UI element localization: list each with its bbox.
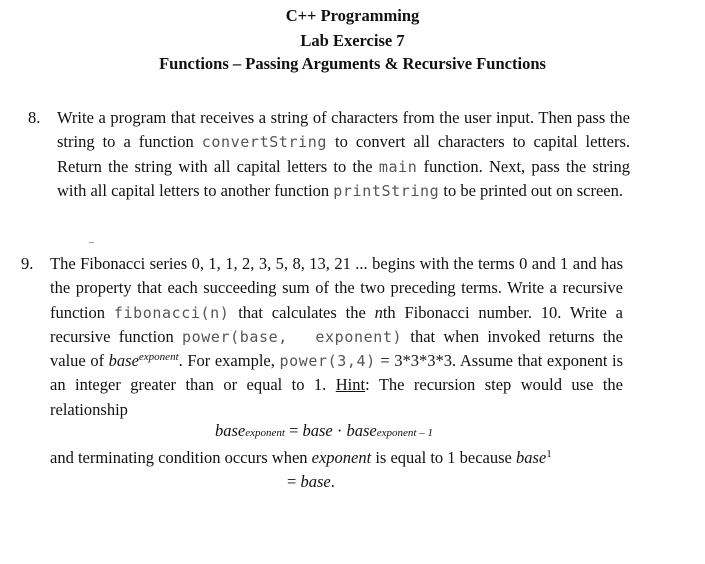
q8-text-3: function. Next, pass the string with all capital letters to another function <box>57 156 630 200</box>
term-eq: = <box>287 472 301 491</box>
term-exponent-word: exponent <box>311 448 372 467</box>
formula-lhs-base: base <box>215 421 246 440</box>
q9-text-4: that when invoked returns the value of <box>50 326 623 371</box>
q9-text-3: th Fibonacci number. 10. Write a recursive function <box>50 302 623 346</box>
q8-code-main: main <box>378 157 418 176</box>
q8-code-printstring: printString <box>333 181 440 200</box>
scan-speck <box>89 242 94 243</box>
recursion-formula <box>215 419 433 443</box>
question-9-number: 9. <box>21 254 34 273</box>
q9-hint-label: Hint <box>335 375 366 395</box>
question-8-number: 8. <box>28 108 41 127</box>
term-base-word: base <box>516 448 547 467</box>
q8-code-convertstring: convertString <box>201 133 327 152</box>
formula-lhs-sub: exponent <box>245 427 285 439</box>
q9-text-7: : The recursion step would use the relationship <box>50 375 624 419</box>
term-period: . <box>330 472 335 491</box>
q8-text-2: to convert all characters to capital letters. Return the string with all capital letters to the <box>57 132 630 176</box>
q9-exponent-sup: exponent <box>138 351 179 364</box>
terminating-result <box>287 470 335 494</box>
q9-code-power: power(base, exponent) <box>181 327 403 346</box>
term-text-2: is equal to 1 because <box>371 448 516 467</box>
q9-code-power-example: power(3,4) <box>279 352 376 371</box>
q9-text-6: = 3*3*3*3. Assume that exponent is an integer greater than or equal to 1. <box>50 351 623 395</box>
course-title: C++ Programming <box>285 6 420 25</box>
q9-nth: n <box>374 302 383 322</box>
terminating-condition <box>50 446 630 470</box>
question-8-text <box>57 106 630 203</box>
formula-rhs-base1: base <box>302 421 333 440</box>
formula-rhs-sub: exponent – 1 <box>376 427 433 439</box>
term-text-1: and terminating condition occurs when <box>50 448 312 467</box>
q9-base-word: base <box>108 351 139 371</box>
q9-text-2: that calculates the <box>229 302 375 322</box>
q8-text-4: to be printed out on screen. <box>439 180 623 200</box>
term-sup-one: 1 <box>546 448 552 460</box>
formula-rhs-base2: base <box>346 421 377 440</box>
question-9-text <box>50 252 623 422</box>
q8-text-1: Write a program that receives a string of characters from the user input. Then pass the string to a function <box>57 108 630 152</box>
formula-equals: = <box>284 421 303 440</box>
lab-title: Lab Exercise 7 <box>300 31 405 50</box>
term-base-word2: base <box>300 472 331 491</box>
q9-text-1: The Fibonacci series 0, 1, 1, 2, 3, 5, 8, 13, 21 ... begins with the terms 0 and 1 and has the property that each succeeding sum of the two preceding terms. Write a recursive function <box>50 254 623 322</box>
q9-code-fibonacci: fibonacci(n) <box>113 303 230 322</box>
q9-text-5: . For example, <box>178 351 280 371</box>
formula-dot: · <box>332 421 347 440</box>
topic-title: Functions – Passing Arguments & Recursive Functions <box>159 54 546 73</box>
